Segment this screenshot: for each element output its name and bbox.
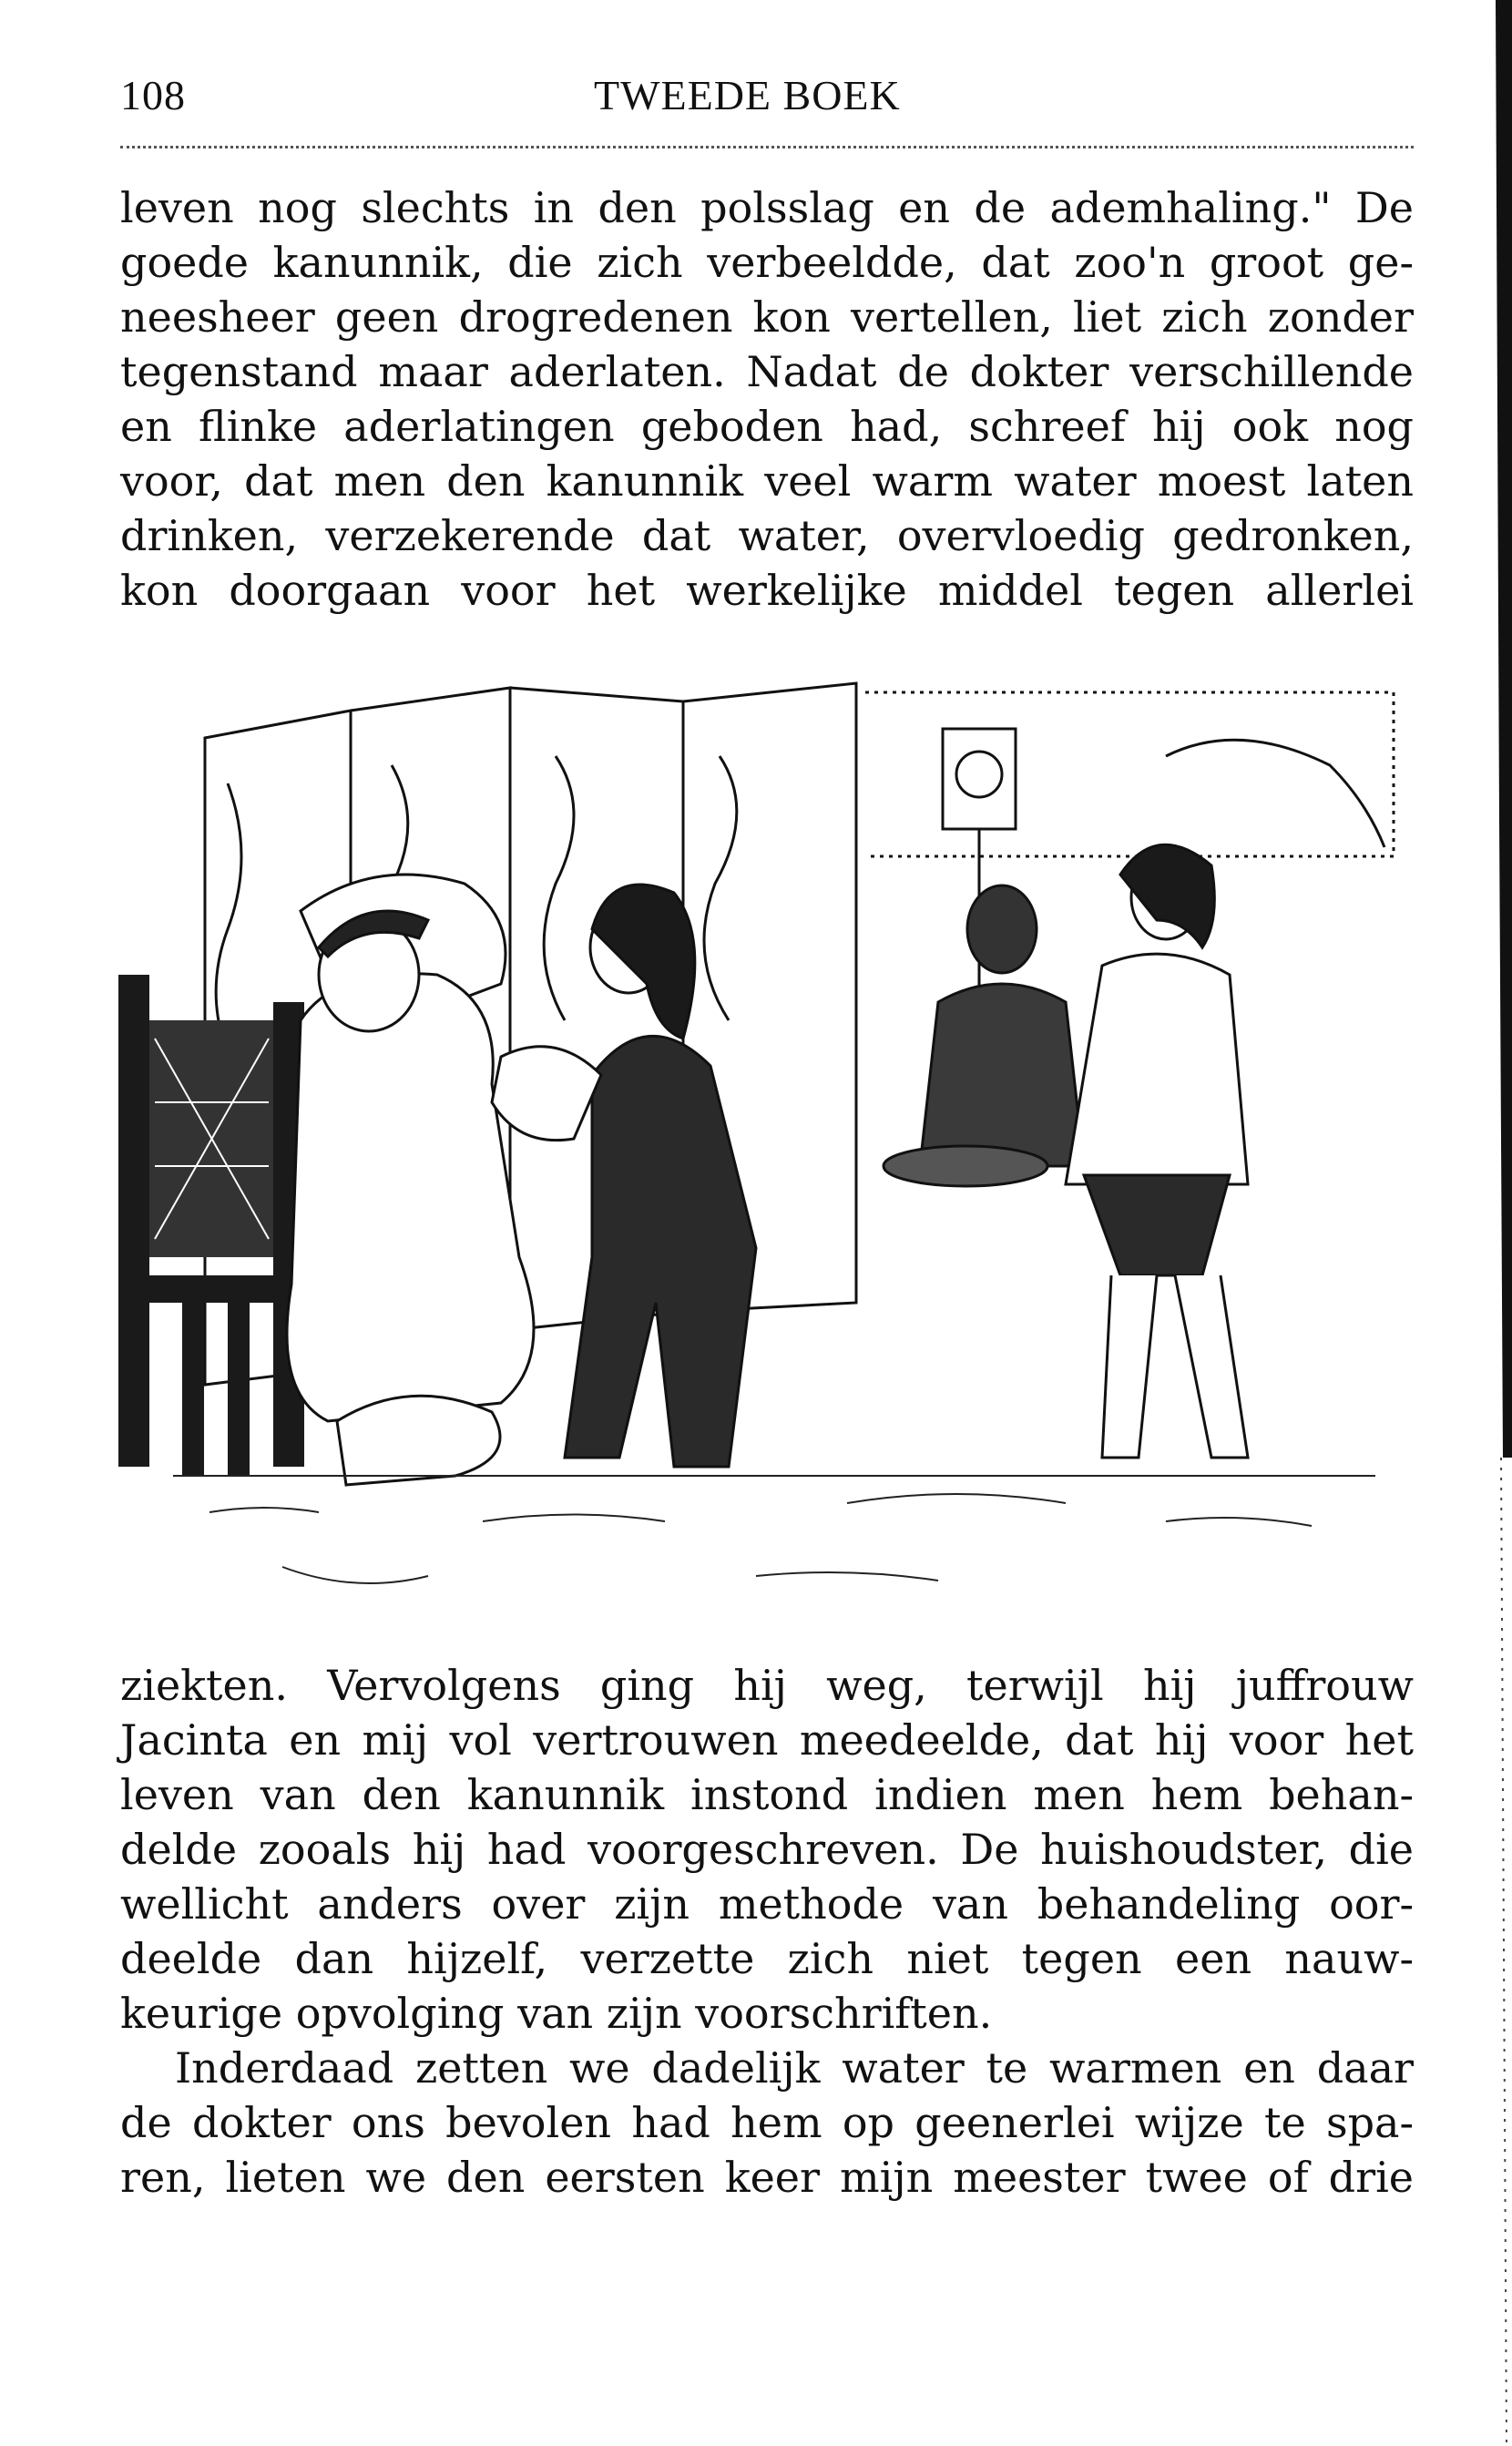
text-line: de dokter ons bevolen had hem op geenerlei wijze te spa- — [120, 2098, 1414, 2147]
text-line: kon doorgaan voor het werkelijke middel tegen allerlei — [120, 566, 1414, 615]
text-line: neesheer geen drogredenen kon vertellen, liet zich zonder — [120, 292, 1414, 342]
text-line: leven nog slechts in den polsslag en de ademhaling." De — [120, 183, 1414, 232]
text-line: delde zooals hij had voorgeschreven. De huishoudster, die — [120, 1825, 1414, 1874]
paragraph-middle — [120, 1658, 1414, 2041]
text-line: leven van den kanunnik instond indien men hem behan- — [120, 1770, 1414, 1819]
basin — [884, 1146, 1047, 1186]
paragraph-bottom — [120, 2041, 1414, 2205]
text-line: ziekten. Vervolgens ging hij weg, terwijl hij juffrouw — [120, 1661, 1414, 1710]
text-line: drinken, verzekerende dat water, overvloedig gedronken, — [120, 511, 1414, 560]
engraving-illustration — [118, 674, 1412, 1622]
doctor-figure — [565, 1036, 756, 1467]
page-edge-shadow — [1476, 0, 1512, 2446]
patient-feet — [337, 1396, 500, 1485]
text-line: voor, dat men den kanunnik veel warm water moest laten — [120, 456, 1414, 506]
text-line: keurige opvolging van zijn voorschriften. — [120, 1989, 993, 2038]
text-line: wellicht anders over zijn methode van behandeling oor- — [120, 1879, 1414, 1929]
young-man-figure — [1066, 954, 1248, 1184]
running-head: TWEEDE BOEK — [594, 72, 901, 118]
text-line: ren, lieten we den eersten keer mijn meester twee of drie — [120, 2153, 1414, 2202]
text-line: tegenstand maar aderlaten. Nadat de dokter verschillende — [120, 347, 1414, 396]
text-line: en flinke aderlatingen geboden had, schreef hij ook nog — [120, 402, 1414, 451]
page-header — [120, 64, 1414, 128]
chair-post — [118, 975, 149, 1467]
text-line: deelde dan hijzelf, verzette zich niet tegen een nauw- — [120, 1934, 1414, 1983]
servant-figure — [920, 984, 1084, 1166]
paragraph-top — [120, 180, 1414, 618]
text-line: Inderdaad zetten we dadelijk water te warmen en daar — [175, 2043, 1414, 2093]
patient-body — [287, 974, 534, 1421]
text-line: goede kanunnik, die zich verbeeldde, dat zoo'n groot ge- — [120, 238, 1414, 287]
page-number: 108 — [120, 72, 186, 118]
header-rule — [120, 146, 1414, 148]
text-line: Jacinta en mij vol vertrouwen meedeelde, dat hij voor het — [120, 1715, 1414, 1765]
